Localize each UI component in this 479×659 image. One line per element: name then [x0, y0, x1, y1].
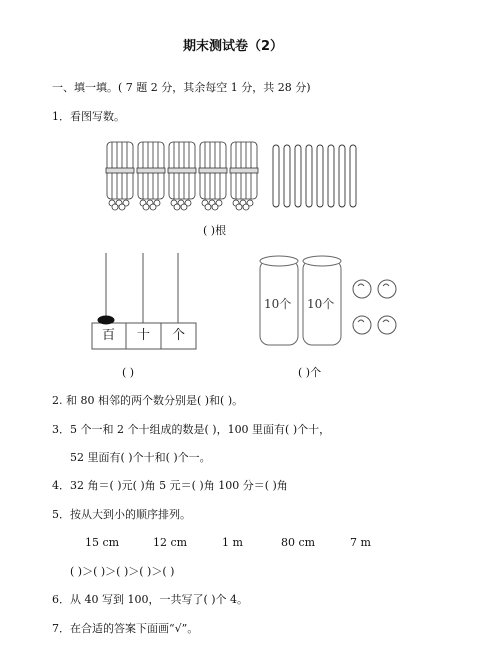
loose-sticks: [273, 145, 356, 207]
length-item: 80 cm: [281, 536, 316, 549]
abacus-bead: [98, 316, 114, 324]
section-heading: 一、填一填。( 7 题 2 分，其余每空 1 分，共 28 分): [52, 81, 311, 94]
marbles-figure: [353, 280, 396, 334]
question-3-line-2: 52 里面有( )个十和( )个一。: [70, 451, 211, 464]
order-answer-line: ( )＞( )＞( )＞( )＞( ): [70, 565, 175, 578]
length-item: 7 m: [350, 536, 371, 549]
stick-bundle: [137, 142, 165, 210]
cup-label-2: 10个: [307, 297, 335, 311]
length-item: 1 m: [222, 536, 243, 549]
abacus-label-hundreds: 百: [102, 328, 116, 343]
cup-label-1: 10个: [264, 297, 292, 311]
question-1-stem: 1．看图写数。: [52, 110, 125, 123]
length-item: 15 cm: [85, 536, 120, 549]
question-4: 4．32 角＝( )元( )角 5 元＝( )角 100 分＝( )角: [52, 479, 288, 492]
abacus-label-tens: 十: [137, 328, 151, 343]
abacus-label-ones: 个: [172, 328, 186, 343]
stick-bundle: [106, 142, 134, 210]
question-7: 7．在合适的答案下面画“√”。: [52, 622, 199, 635]
question-3-line-1: 3．5 个一和 2 个十组成的数是( )，100 里面有( )个十，: [52, 423, 331, 436]
page-title: 期末测试卷（2）: [183, 39, 284, 54]
question-6: 6．从 40 写到 100，一共写了( )个 4。: [52, 593, 249, 606]
stick-bundle: [168, 142, 196, 210]
cups-answer: ( )个: [298, 366, 322, 379]
stick-bundles-figure: [106, 142, 356, 210]
length-item: 12 cm: [153, 536, 188, 549]
abacus-answer: ( ): [122, 366, 135, 379]
stick-bundle: [230, 142, 258, 210]
sticks-answer: ( )根: [203, 224, 227, 237]
question-5-stem: 5．按从大到小的顺序排列。: [52, 508, 191, 521]
question-2: 2. 和 80 相邻的两个数分别是( )和( )。: [52, 394, 244, 407]
stick-bundle: [199, 142, 227, 210]
